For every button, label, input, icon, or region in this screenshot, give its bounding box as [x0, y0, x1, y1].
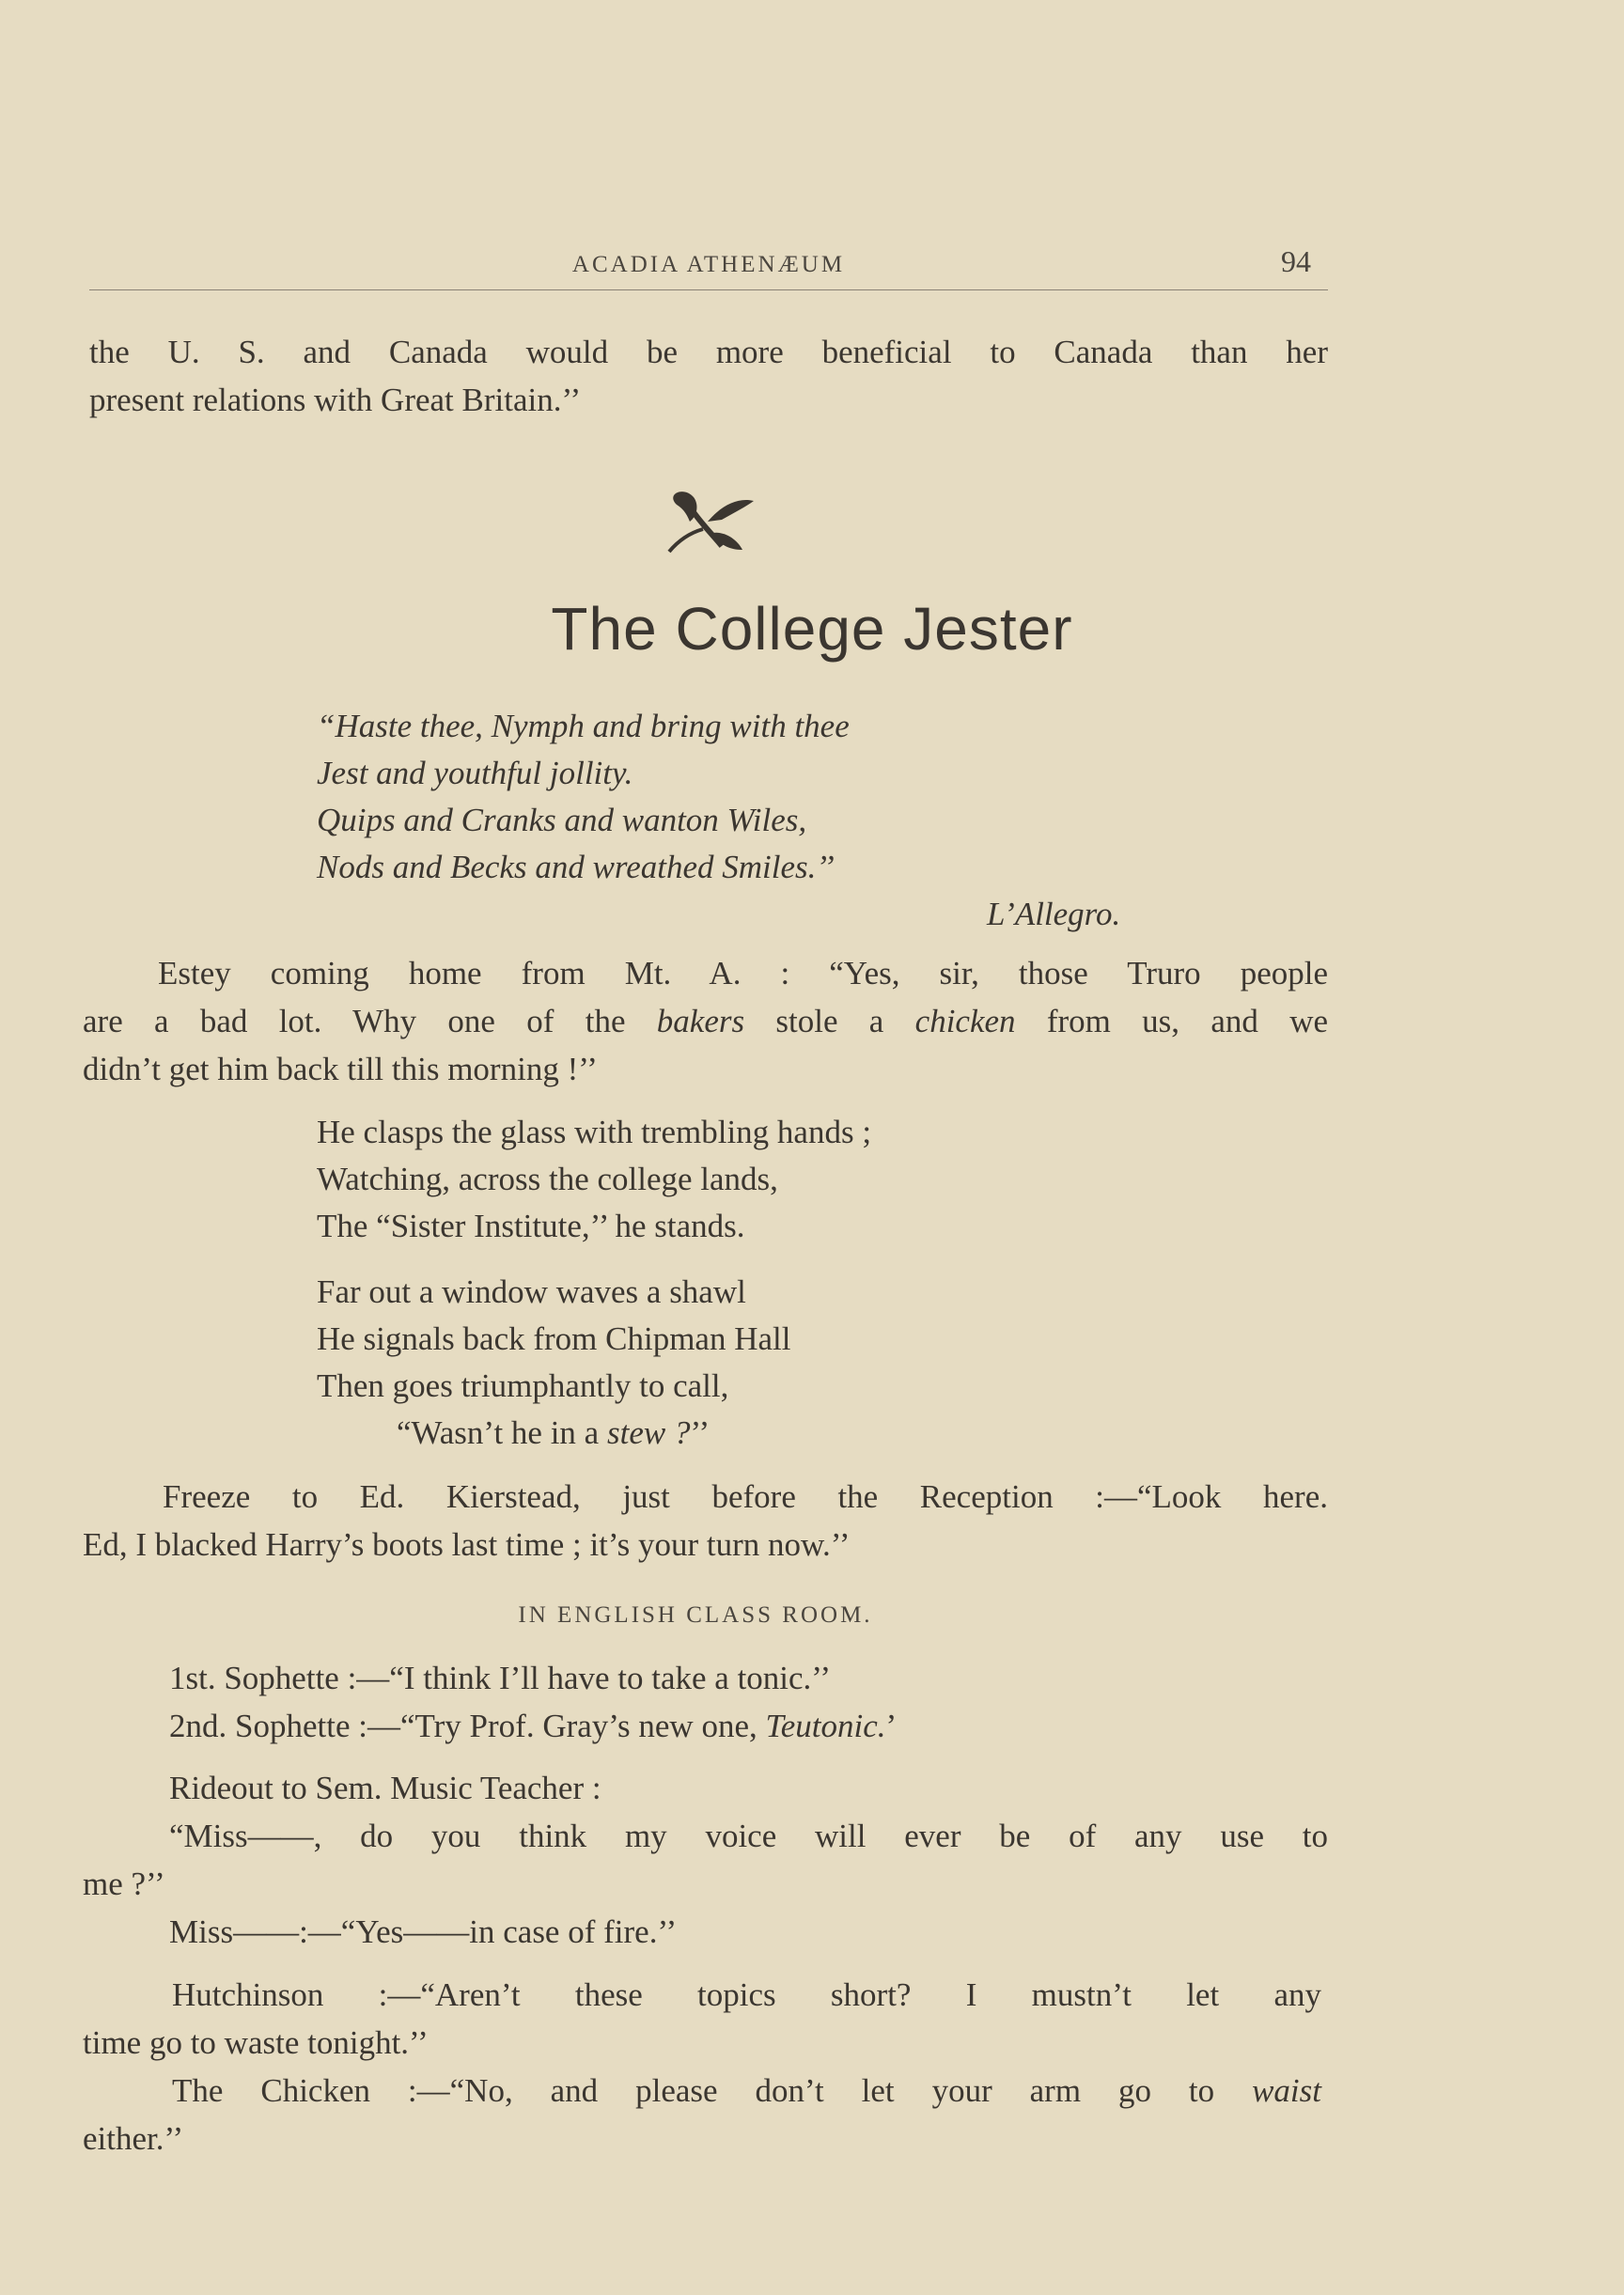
text-line: Estey coming home from Mt. A. : “Yes, sir, those Truro people: [158, 955, 1328, 991]
epigraph-attribution: L’Allegro.: [987, 896, 1121, 932]
poem-line: The “Sister Institute,’’ he stands.: [317, 1208, 745, 1244]
text-line: Freeze to Ed. Kierstead, just before the Reception :—“Look here.: [163, 1478, 1328, 1515]
epigraph-line: Quips and Cranks and wanton Wiles,: [317, 802, 807, 838]
text-line: 1st. Sophette :—“I think I’ll have to take a tonic.’’: [169, 1660, 832, 1696]
journal-title: ACADIA ATHENÆUM: [571, 252, 846, 277]
running-header: [89, 242, 1328, 289]
epigraph-line: Jest and youthful jollity.: [317, 755, 633, 791]
text-line: The Chicken :—“No, and please don’t let your arm go to waist: [172, 2072, 1321, 2109]
poem-stanza-2: [317, 1269, 790, 1457]
text-line: either.’’: [83, 2120, 184, 2157]
text-line: are a bad lot. Why one of the bakers stole a chicken from us, and we: [83, 1003, 1328, 1039]
class-room-heading: IN ENGLISH CLASS ROOM.: [518, 1602, 873, 1628]
section-title: The College Jester: [551, 595, 1073, 663]
poem-line: He signals back from Chipman Hall: [317, 1320, 791, 1357]
text-line: didn’t get him back till this morning !’’: [83, 1051, 598, 1087]
epigraph-line: Nods and Becks and wreathed Smiles.’’: [317, 849, 835, 885]
text-line: Rideout to Sem. Music Teacher :: [169, 1770, 601, 1806]
text-line: the U. S. and Canada would be more beneficial to Canada than her: [89, 334, 1328, 370]
hutchinson-paragraph: [83, 1971, 1321, 2162]
text-line: Ed, I blacked Harry’s boots last time ; it’s your turn now.’’: [83, 1526, 851, 1563]
rideout-paragraph: [83, 1764, 1328, 1956]
poem-line: Then goes triumphantly to call,: [317, 1367, 729, 1404]
epigraph: [317, 703, 850, 891]
poem-line: Watching, across the college lands,: [317, 1161, 778, 1197]
fleuron-ornament-icon: [656, 484, 759, 559]
text-line: Miss——:—“Yes——in case of fire.’’: [169, 1913, 678, 1950]
text-line: 2nd. Sophette :—“Try Prof. Gray’s new one, Teutonic.’: [169, 1708, 898, 1744]
page-number: 94: [1281, 244, 1311, 278]
poem-stanza-1: [317, 1109, 871, 1250]
poem-line: “Wasn’t he in a stew ?’’: [397, 1414, 710, 1451]
header-rule: [89, 289, 1328, 290]
text-line: time go to waste tonight.’’: [83, 2024, 429, 2061]
sophettes-dialog: [169, 1654, 897, 1750]
freeze-paragraph: [83, 1473, 1328, 1569]
estey-paragraph: [83, 949, 1328, 1093]
intro-paragraph: [89, 328, 1328, 424]
poem-line: Far out a window waves a shawl: [317, 1273, 746, 1310]
poem-line: He clasps the glass with trembling hands ;: [317, 1114, 872, 1150]
text-line: Hutchinson :—“Aren’t these topics short? I mustn’t let any: [172, 1976, 1321, 2013]
text-line: “Miss——, do you think my voice will ever be of any use to: [169, 1818, 1328, 1854]
text-line: present relations with Great Britain.’’: [89, 382, 582, 418]
epigraph-line: “Haste thee, Nymph and bring with thee: [317, 708, 850, 744]
text-line: me ?’’: [83, 1866, 165, 1902]
